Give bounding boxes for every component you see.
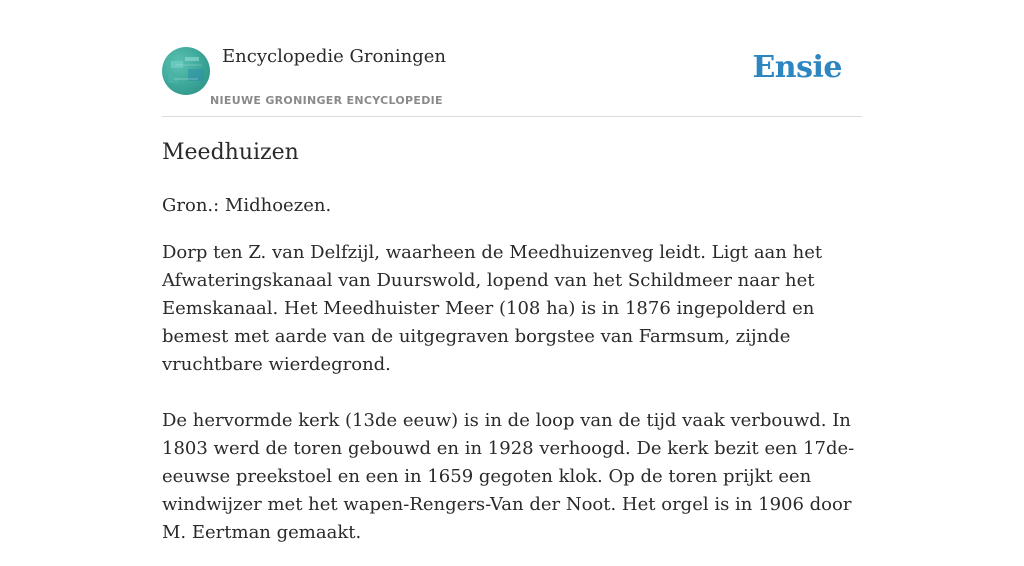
article-paragraph: Dorp ten Z. van Delfzijl, waarheen de Meedhuizenveg leidt. Ligt aan het Afwateringskanaal van Duurswold, lopend van het Schildmeer naar het Eemskanaal. Het Meedhuister Meer (108 ha) is in 1876 ingepolderd en bemest met aarde van de uitgegraven borgstee van Farmsum, zijnde vruchtbare wierdegrond. <box>162 242 823 375</box>
page-container <box>162 0 862 543</box>
encyclopedia-cover-icon[interactable] <box>162 47 210 95</box>
brand-logo[interactable]: Ensie <box>752 50 842 85</box>
article-title: Meedhuizen <box>162 140 299 165</box>
site-title[interactable]: Encyclopedie Groningen <box>222 46 447 67</box>
site-header <box>162 0 862 117</box>
site-subtitle: NIEUWE GRONINGER ENCYCLOPEDIE <box>210 94 443 107</box>
article-body <box>162 192 862 566</box>
article-paragraph: De hervormde kerk (13de eeuw) is in de loop van de tijd vaak verbouwd. In 1803 werd de toren gebouwd en in 1928 verhoogd. De kerk bezit een 17de-eeuwse preekstoel en een in 1659 gegoten klok. Op de toren prijkt een windwijzer met het wapen-Rengers-Van der Noot. Het orgel is in 1906 door M. Eertman gemaakt. <box>162 410 855 543</box>
article-paragraph: Gron.: Midhoezen. <box>162 195 332 216</box>
